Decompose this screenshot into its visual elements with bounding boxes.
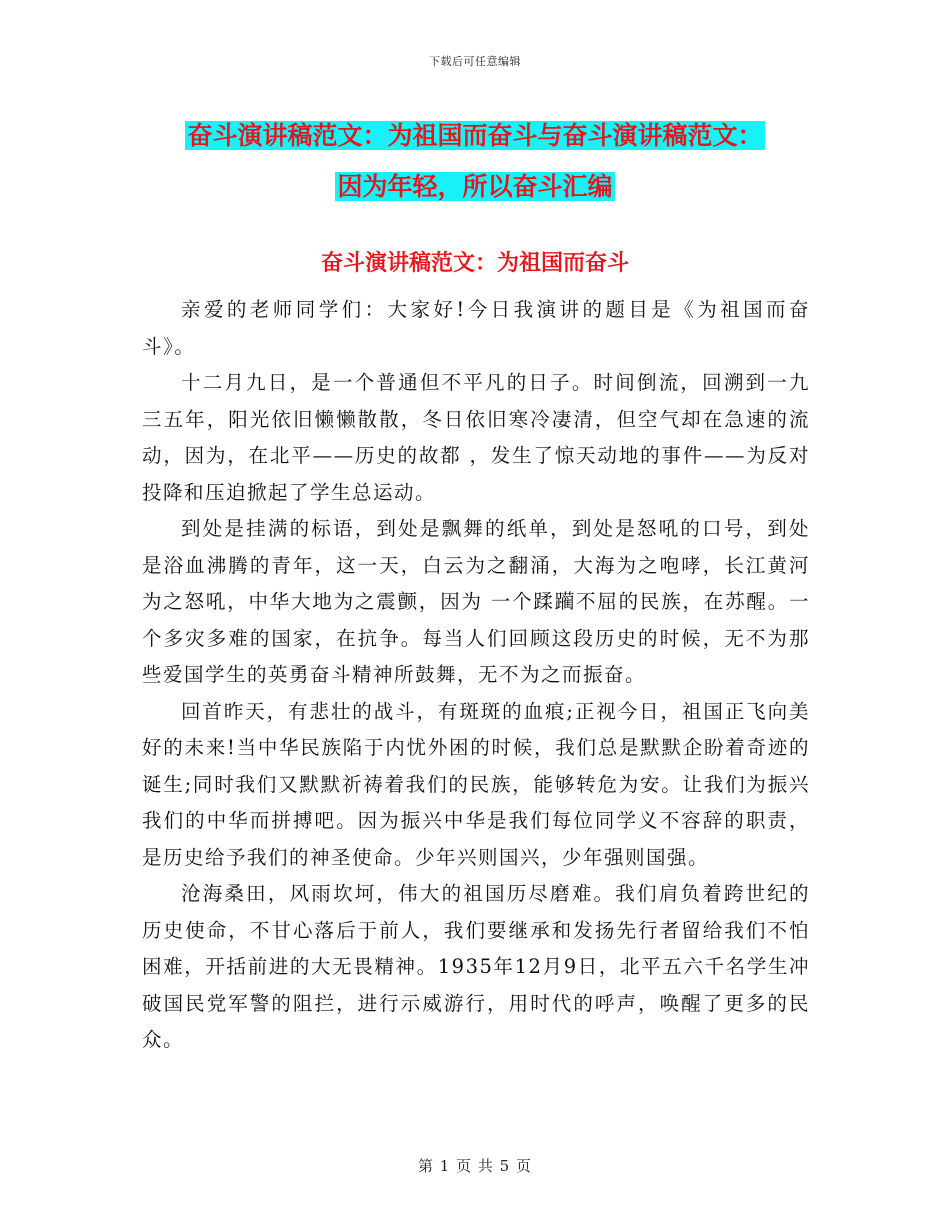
section-title: 奋斗演讲稿范文：为祖国而奋斗 (320, 251, 629, 276)
title-line-2: 因为年轻，所以奋斗汇编 (337, 172, 613, 201)
document-body (142, 292, 810, 1059)
header-note: 下载后可任意编辑 (429, 55, 521, 68)
paragraph-reflection: 回首昨天，有悲壮的战斗，有斑斑的血痕;正视今日，祖国正飞向美好的未来!当中华民族陷于内忧外困的时候，我们总是默默企盼着奇迹的诞生;同时我们又默默祈祷着我们的民族，能够转危为安。让我们为振兴我们的中华而拼搏吧。因为振兴中华是我们每位同学义不容辞的职责，是历史给予我们的神圣使命。少年兴则国兴，少年强则国强。 (142, 699, 810, 869)
document-title (0, 110, 950, 212)
page-number-footer: 第 1 页 共 5 页 (418, 1157, 532, 1175)
paragraph-history: 十二月九日，是一个普通但不平凡的日子。时间倒流，回溯到一九三五年，阳光依旧懒懒散散，冬日依旧寒冷凄清，但空气却在急速的流动，因为，在北平——历史的故都 ，发生了惊天动地的事件——为反对投降和压迫掀起了学生总运动。 (142, 371, 810, 504)
title-line-1: 奋斗演讲稿范文：为祖国而奋斗与奋斗演讲稿范文： (187, 121, 763, 150)
paragraph-greeting: 亲爱的老师同学们：大家好!今日我演讲的题目是《为祖国而奋斗》。 (142, 298, 810, 358)
paragraph-slogans: 到处是挂满的标语，到处是飘舞的纸单，到处是怒吼的口号，到处是浴血沸腾的青年，这一天，白云为之翻涌，大海为之咆哮，长江黄河为之怒吼，中华大地为之震颤，因为 一个蹂躏不屈的民族，在苏醒。一个多灾多难的国家，在抗争。每当人们回顾这段历史的时候，无不为那些爱国学生的英勇奋斗精神所鼓舞，无不为之而振奋。 (142, 517, 810, 686)
paragraph-mission: 沧海桑田，风雨坎坷，伟大的祖国历尽磨难。我们肩负着跨世纪的历史使命，不甘心落后于前人，我们要继承和发扬先行者留给我们不怕困难，开括前进的大无畏精神。1935年12月9日，北平五六千名学生冲破国民党军警的阻拦，进行示威游行，用时代的呼声，唤醒了更多的民众。 (142, 882, 810, 1051)
